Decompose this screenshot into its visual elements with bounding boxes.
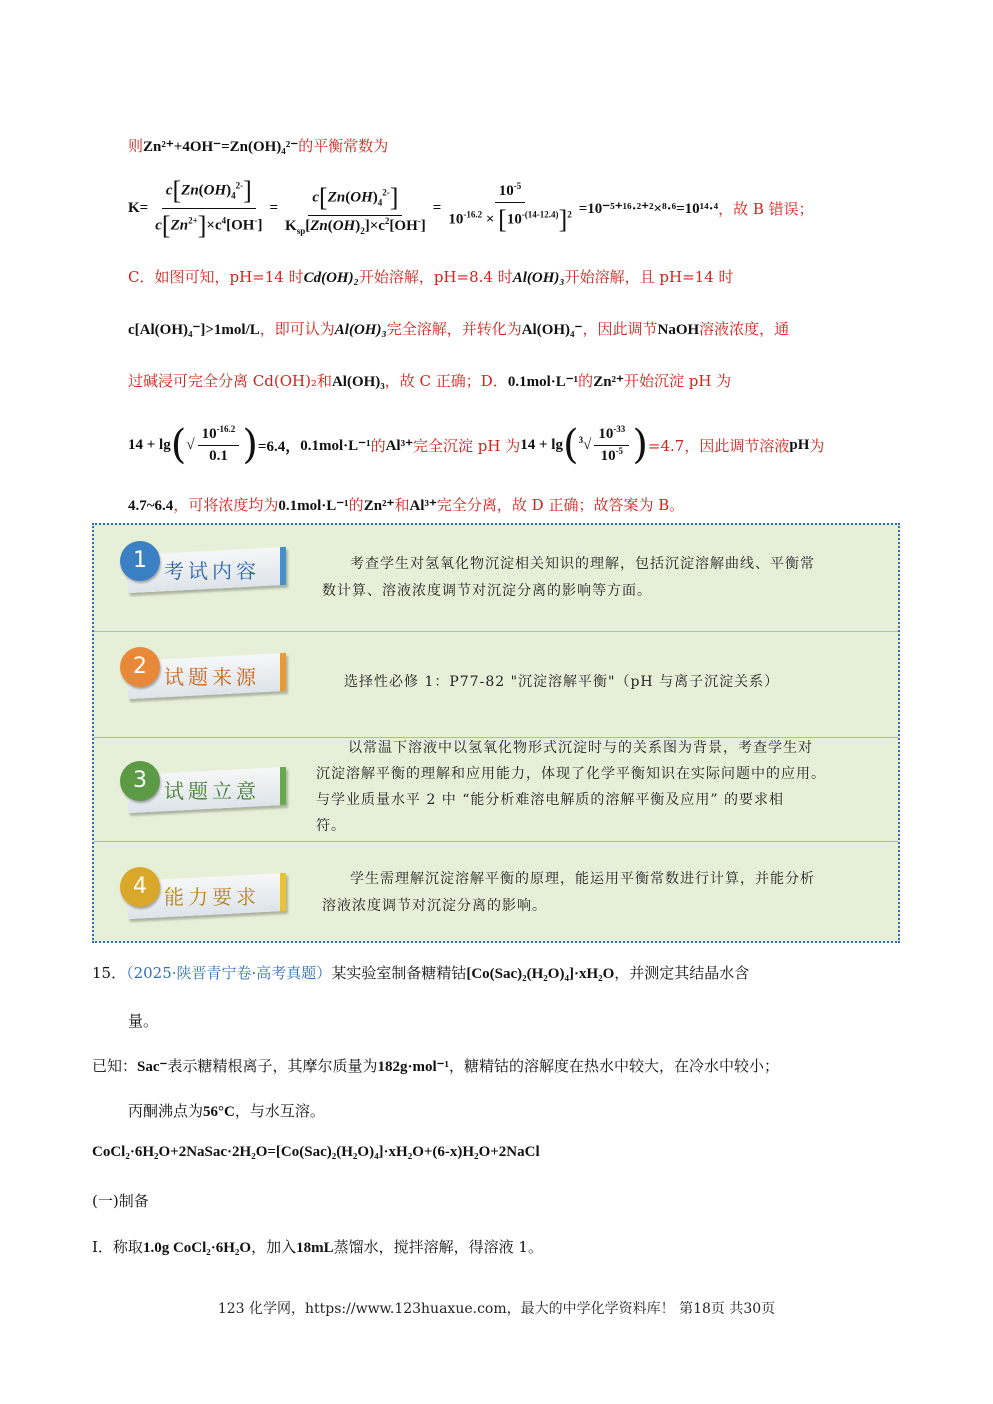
- question-15-line1: [92, 962, 749, 983]
- tag: [114, 647, 282, 697]
- tag: [114, 761, 282, 811]
- text: ，与水互溶。: [234, 1102, 325, 1120]
- formula: 0.1mol·L⁻¹: [300, 437, 371, 454]
- text: ，可将浓度均为: [173, 496, 279, 514]
- text: 蒸馏水，搅拌溶解，得溶液 1。: [333, 1238, 543, 1256]
- formula: Cd(OH)₂: [303, 270, 359, 286]
- text: 完全分离，故 D 正确；故答案为 B。: [436, 496, 685, 514]
- text: 以常温下溶液中以氢氧化物形式沉淀时与的关系图为背景，考查学生对: [348, 740, 813, 756]
- text-line-c1: [128, 266, 734, 287]
- question-source: （2025·陕晋青宁卷·高考真题）: [126, 964, 332, 982]
- text: 已知：: [92, 1057, 138, 1075]
- text: 符。: [316, 818, 346, 834]
- text-line-c2: [128, 318, 789, 339]
- text: 丙酮沸点为: [128, 1102, 204, 1120]
- text: C．如图可知，pH=14 时: [128, 268, 304, 286]
- text: 溶液浓度调节对沉淀分离的影响。: [322, 898, 547, 914]
- row-description: [316, 735, 826, 839]
- formula: Al(OH)₃: [331, 374, 385, 390]
- text: 的: [370, 436, 386, 455]
- fraction-2: $\frac{c[Zn(OH)_4^{2-}]}{K_{sp}[Zn(OH)_2]\times c^2[OH^-]}$: [285, 182, 426, 236]
- formula: Zn²⁺+4OH⁻=Zn(OH)₄²⁻: [143, 139, 299, 155]
- box-row-source: [94, 631, 898, 738]
- formula: Al(OH)₄⁻: [521, 322, 583, 338]
- tag: [114, 541, 282, 591]
- row-description: [344, 669, 779, 696]
- text: 开始溶解，且 pH=14 时: [564, 268, 734, 286]
- formula: c[Al(OH)₄⁻]>1mol/L: [128, 322, 260, 338]
- known-line1: [92, 1055, 779, 1076]
- row-description: [322, 866, 815, 920]
- text: 溶液浓度，通: [699, 320, 790, 338]
- formula: [Co(Sac)₂(H₂O)₄]·xH₂O: [466, 966, 615, 982]
- known-line2: [128, 1100, 325, 1121]
- text: ，并测定其结晶水含: [614, 964, 750, 982]
- tag-title: 试题立意: [164, 779, 260, 803]
- tag-title: 试题来源: [164, 665, 260, 689]
- k-expression: K= $\frac{c[Zn(OH)_4^{2-}]}{c[Zn^{2+}]\times c^4[OH^-]}$ = $\frac{c[Zn(OH)_4^{2-}]}{K_{sp}[Zn(OH)_2]\times c^2[OH^-]}$ = $\frac{10^{-5}}{10^{-16.2} \times [10^{-(14-12.4)}]^2}$ =10⁻⁵⁺¹⁶·²⁺²×⁸·⁶=10¹⁴·⁴ ，故 B 错误；: [128, 176, 814, 240]
- formula: pH: [789, 436, 810, 453]
- text: ，糖精钴的溶解度在热水中较大，在冷水中较小；: [449, 1057, 780, 1075]
- question-15-line2: [128, 1010, 158, 1031]
- text: 数计算、溶液浓度调节对沉淀分离的影响等方面。: [322, 583, 652, 599]
- text: 某实验室制备糖精钴: [331, 964, 467, 982]
- text: 开始沉淀 pH 为: [623, 372, 732, 390]
- section-heading: (一)制备: [92, 1192, 149, 1210]
- formula: 0.1mol·L⁻¹: [507, 374, 579, 390]
- text: 开始溶解，pH=8.4 时: [358, 268, 513, 286]
- tag-title: 考试内容: [164, 559, 260, 583]
- text: 表示糖精根离子，其摩尔质量为: [167, 1057, 378, 1075]
- formula: NaOH: [657, 322, 700, 338]
- formula: Al(OH)₃: [334, 322, 387, 338]
- text: 选择性必修 1：P77-82 "沉淀溶解平衡"（pH 与离子沉淀关系）: [344, 674, 780, 690]
- row-description: [322, 551, 894, 605]
- text: 的平衡常数为: [298, 137, 389, 155]
- text: ，因此调节: [582, 320, 658, 338]
- text-line-1: [128, 135, 388, 156]
- question-number: 15．: [92, 964, 127, 982]
- number-badge: 1: [120, 541, 160, 581]
- text: =6.4，: [257, 438, 301, 455]
- text-line-d2: [128, 494, 684, 515]
- reaction-equation: CoCl₂·6H₂O+2NaSac·2H₂O=[Co(Sac)₂(H₂O)₄]·xH₂O+(6-x)H₂O+2NaCl: [92, 1144, 540, 1160]
- formula: 182g·mol⁻¹: [377, 1059, 450, 1075]
- k-result: =10⁻⁵⁺¹⁶·²⁺²×⁸·⁶=10¹⁴·⁴: [578, 201, 719, 217]
- text: 则: [128, 137, 144, 155]
- formula: 1.0g CoCl₂·6H₂O: [142, 1240, 252, 1256]
- formula: Al³⁺: [385, 437, 414, 454]
- tag: [114, 867, 282, 917]
- formula: 4.7~6.4: [128, 498, 174, 514]
- number-badge: 4: [120, 867, 160, 907]
- text: 量。: [128, 1012, 159, 1030]
- analysis-box: [92, 523, 900, 943]
- formula: Al(OH)₃: [512, 270, 565, 286]
- page-footer: 123 化学网，https://www.123huaxue.com，最大的中学化学资料库！ 第18页 共30页: [217, 1301, 776, 1317]
- formula: 56°C: [203, 1104, 235, 1120]
- text: ，故 B 错误；: [718, 200, 814, 218]
- text: ，即可认为: [259, 320, 335, 338]
- fraction-5: $\frac{10^{-33}}{10^{-5}}$: [594, 426, 629, 465]
- box-row-intent: [94, 737, 898, 842]
- box-row-exam-content: [94, 525, 898, 632]
- text-line-d1: 14 + lg ( √ $\frac{10^{-16.2}}{0.1}$ ) =6.4， 0.1mol·L⁻¹ 的 Al³⁺ 完全沉淀 pH 为 14 + lg ( $^3$√ $\frac{10^{-33}}{10^{-5}}$ ) =4.7，因此调节溶液 pH 为: [128, 422, 825, 468]
- text: Ⅰ．称取: [92, 1238, 143, 1256]
- fraction-1: $\frac{c[Zn(OH)_4^{2-}]}{c[Zn^{2+}]\times c^4[OH^-]}$: [155, 176, 263, 240]
- text: 完全溶解，并转化为: [386, 320, 522, 338]
- text: 的: [348, 496, 364, 514]
- box-row-ability: [94, 841, 898, 941]
- text: 过碱浸可完全分离 Cd(OH)₂和: [128, 372, 332, 390]
- fraction-3: $\frac{10^{-5}}{10^{-16.2} \times [10^{-(14-12.4)}]^2}$: [448, 180, 572, 234]
- number-badge: 2: [120, 647, 160, 687]
- formula: 0.1mol·L⁻¹: [278, 498, 349, 514]
- tag-title: 能力要求: [164, 885, 260, 909]
- text: 与学业质量水平 2 中 “能分析难溶电解质的溶解平衡及应用” 的要求相: [316, 792, 785, 808]
- fraction-4: $\frac{10^{-16.2}}{0.1}$: [198, 426, 240, 465]
- formula: 18mL: [296, 1240, 334, 1256]
- text: 学生需理解沉淀溶解平衡的原理，能运用平衡常数进行计算，并能分析: [350, 871, 815, 887]
- text: 沉淀溶解平衡的理解和应用能力，体现了化学平衡知识在实际问题中的应用。: [316, 766, 826, 782]
- text: 为: [809, 436, 825, 455]
- k-label: K=: [128, 200, 149, 216]
- formula: Zn²⁺: [363, 498, 395, 514]
- text: 考查学生对氢氧化物沉淀相关知识的理解，包括沉淀溶解曲线、平衡常: [350, 556, 815, 572]
- formula: Zn²⁺: [593, 374, 624, 390]
- step-1: [92, 1236, 543, 1257]
- text-line-c3: [128, 370, 731, 391]
- text: ，加入: [251, 1238, 297, 1256]
- text: ，故 C 正确；D．: [384, 372, 508, 390]
- text: 和: [394, 496, 410, 514]
- formula: Sac⁻: [137, 1059, 168, 1075]
- formula: Al³⁺: [409, 498, 437, 514]
- text: 完全沉淀 pH 为: [413, 436, 521, 455]
- text: 的: [578, 372, 594, 390]
- number-badge: 3: [120, 761, 160, 801]
- text: =4.7，因此调节溶液: [647, 436, 790, 455]
